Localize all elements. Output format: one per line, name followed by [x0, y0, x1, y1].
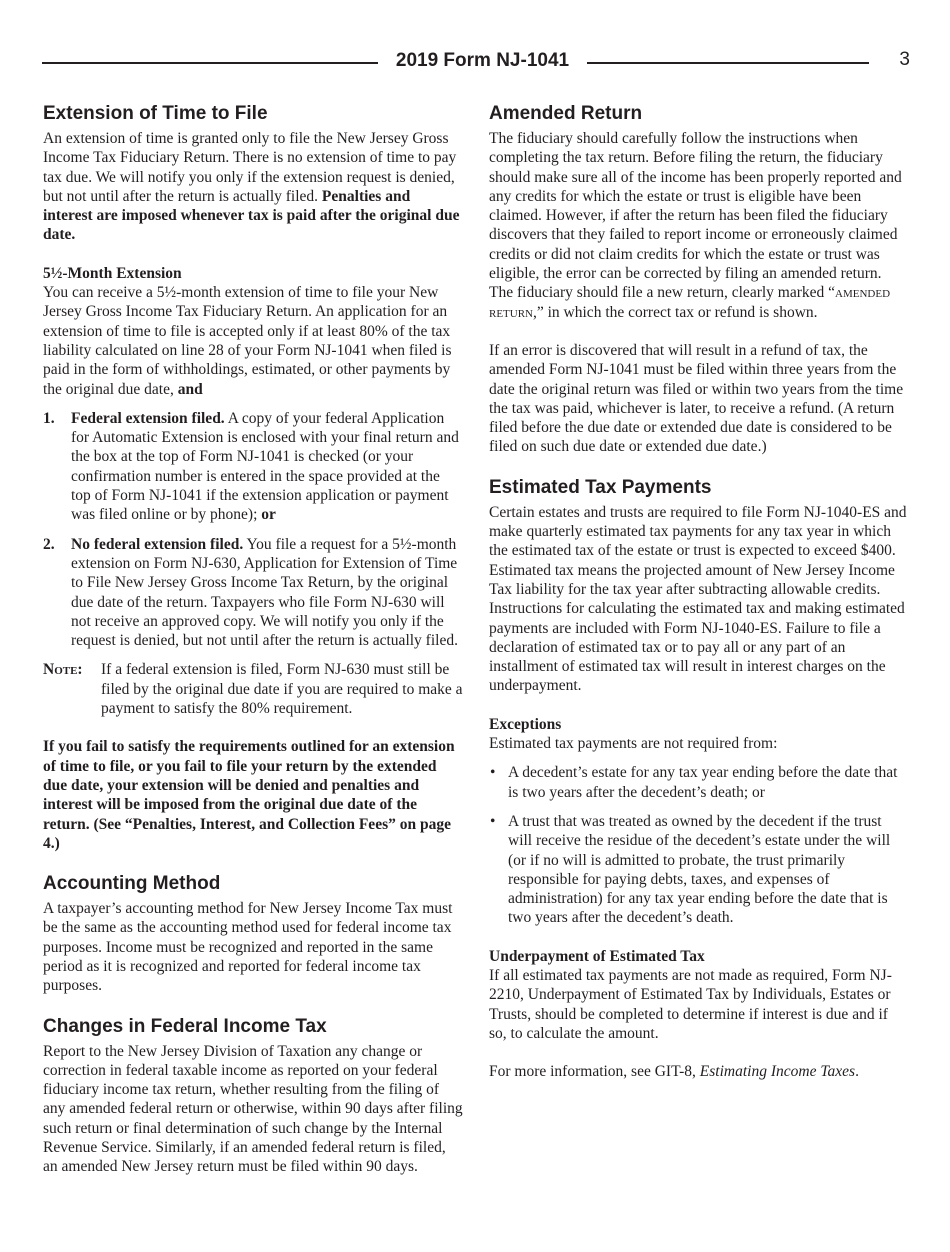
extension-warning: If you fail to satisfy the requirements outlined for an extension of time to file, or you fail to file your return by the extended due date, your extension will be denied and penalties and interest will be imposed from the original due date of the return. (See “Penalties, Interest, and Collection Fees” on page 4.)	[43, 738, 455, 852]
extension-intro: An extension of time is granted only to file the New Jersey Gross Income Tax Fiduciary Return. There is no extension of time to pay tax due. We will notify you only if the extension request is denied, but not until after the return is actually filed. Penalties and interest are imposed whenever tax is paid after the original due date.	[43, 130, 460, 244]
extension-heading: Extension of Time to File	[43, 103, 268, 124]
underpayment-heading: Underpayment of Estimated Tax	[489, 947, 705, 965]
bullet-icon: •	[490, 812, 496, 830]
exceptions-heading: Exceptions	[489, 715, 562, 733]
bullet-icon: •	[490, 764, 496, 782]
page-title: 2019 Form NJ-1041	[395, 50, 570, 71]
header-rule-right	[587, 62, 869, 64]
right-column	[489, 103, 907, 1081]
accounting-method-heading: Accounting Method	[43, 873, 221, 895]
more-information: For more information, see GIT-8, Estimating Income Taxes.	[489, 1063, 859, 1081]
estimated-tax-heading: Estimated Tax Payments	[489, 476, 712, 498]
five-half-month-body: You can receive a 5½-month extension of time to file your New Jersey Gross Income Tax Fiduciary Return. An application for an extension of time to file is accepted only if at least 80% of the tax liability calculated on line 28 of your Form NJ-1041 when filed is paid in the form of withholdings, estimated, or other payments by the original due date, and	[43, 284, 452, 398]
federal-changes-section	[43, 1016, 463, 1177]
list-item: • A decedent’s estate for any tax year ending before the date that is two years after the decedent’s death; or	[490, 764, 898, 801]
amended-return-heading: Amended Return	[489, 103, 643, 124]
extension-section	[43, 103, 463, 853]
page-header	[42, 48, 910, 74]
list-item: 2. No federal extension filed. You file a request for a 5½-month extension on Form NJ-630, Application for Extension of Time to File New Jersey Gross Income Tax Return, by the original due date of the return. Taxpayers who file Form NJ-630 will not receive an approved copy. We will notify you only if the request is denied, but not until after the return is actually filed.	[43, 535, 458, 650]
estimated-tax-body: Certain estates and trusts are required to file Form NJ-1040-ES and make quarterly estimated tax payments for any tax year in which the estimated tax of the estate or trust is expected to exceed $400. Estimated tax means the projected amount of New Jersey Income Tax liability for the tax year after subtracting allowable credits. Instructions for calculating the estimated tax and making estimated payments are included with Form NJ-1040-ES. Failure to file a declaration of estimated tax or to pay all or any part of an installment of estimated tax will result in interest charges on the underpayment.	[489, 503, 907, 695]
left-column	[43, 103, 463, 1177]
exceptions-intro: Estimated tax payments are not required from:	[489, 735, 778, 753]
page-number: 3	[899, 49, 910, 70]
federal-changes-heading: Changes in Federal Income Tax	[43, 1015, 327, 1037]
header-rule-left	[42, 62, 378, 64]
list-item: • A trust that was treated as owned by the decedent if the trust will receive the residue of the decedent’s estate under the will (or if no will is admitted to probate, the trust primarily responsible for paying debts, taxes, and expenses of administration) for any tax year ending before the date that is two years after the decedent’s death.	[490, 812, 891, 927]
list-item: 1. Federal extension filed. A copy of your federal Application for Automatic Extension is enclosed with your final return and the box at the top of Form NJ-1041 is checked (or your confirmation number is entered in the space provided at the top of Form NJ-1041 if the extension application or payment was filed online or by phone); or	[43, 409, 459, 524]
publication-title: Estimating Income Taxes	[699, 1063, 856, 1081]
amended-return-body-2: If an error is discovered that will result in a refund of tax, the amended Form NJ-1041 must be filed within three years from the date the original return was filed or within two years from the time the tax was paid, whichever is later, to receive a refund. (A return filed before the due date or extended due date is considered to be filed on such due date or extended due date.)	[489, 341, 904, 456]
amended-return-body-1: The fiduciary should carefully follow the instructions when completing the tax return. Before filing the return, the fiduciary should make sure all of the income has been properly reported and any credits for which the estate or trust is eligible have been claimed. However, if after the return has been filed the fiduciary discovers that they failed to report income or erroneously claimed credits or did not claim credits for which the estate or trust was eligible, the error can be corrected by filing an amended return. The fiduciary should file a new return, clearly marked “amended return,” in which the correct tax or refund is shown.	[489, 130, 902, 321]
note-label: Note:	[43, 661, 83, 679]
extension-intro-bold: Penalties and interest are imposed whenever tax is paid after the original due date.	[43, 187, 460, 244]
amended-return-section	[489, 103, 907, 457]
accounting-method-section	[43, 873, 463, 995]
accounting-method-body: A taxpayer’s accounting method for New Jersey Income Tax must be the same as the accounting method used for federal income tax purposes. Income must be recognized and reported in the same period as it is recognized and reported for federal income tax purposes.	[43, 900, 453, 995]
extension-note	[43, 660, 463, 718]
extension-conditions-list	[43, 409, 463, 651]
underpayment-body: If all estimated tax payments are not made as required, Form NJ-2210, Underpayment of Estimated Tax by Individuals, Estates or Trusts, should be completed to determine if interest is due and if so, to calculate the amount.	[489, 966, 892, 1042]
federal-changes-body: Report to the New Jersey Division of Taxation any change or correction in federal taxable income as reported on your federal fiduciary income tax return, whether resulting from the filing of any amended federal return or otherwise, within 90 days after filing such return or final determination of such change by the Internal Revenue Service. Similarly, if an amended federal return is filed, an amended New Jersey return must be filed within 90 days.	[43, 1042, 463, 1176]
estimated-tax-section	[489, 477, 907, 1082]
note-text: If a federal extension is filed, Form NJ-630 must still be filed by the original due date if you are required to make a payment to satisfy the 80% requirement.	[101, 661, 463, 718]
exceptions-list	[489, 763, 907, 927]
five-half-month-heading: 5½-Month Extension	[43, 264, 182, 282]
